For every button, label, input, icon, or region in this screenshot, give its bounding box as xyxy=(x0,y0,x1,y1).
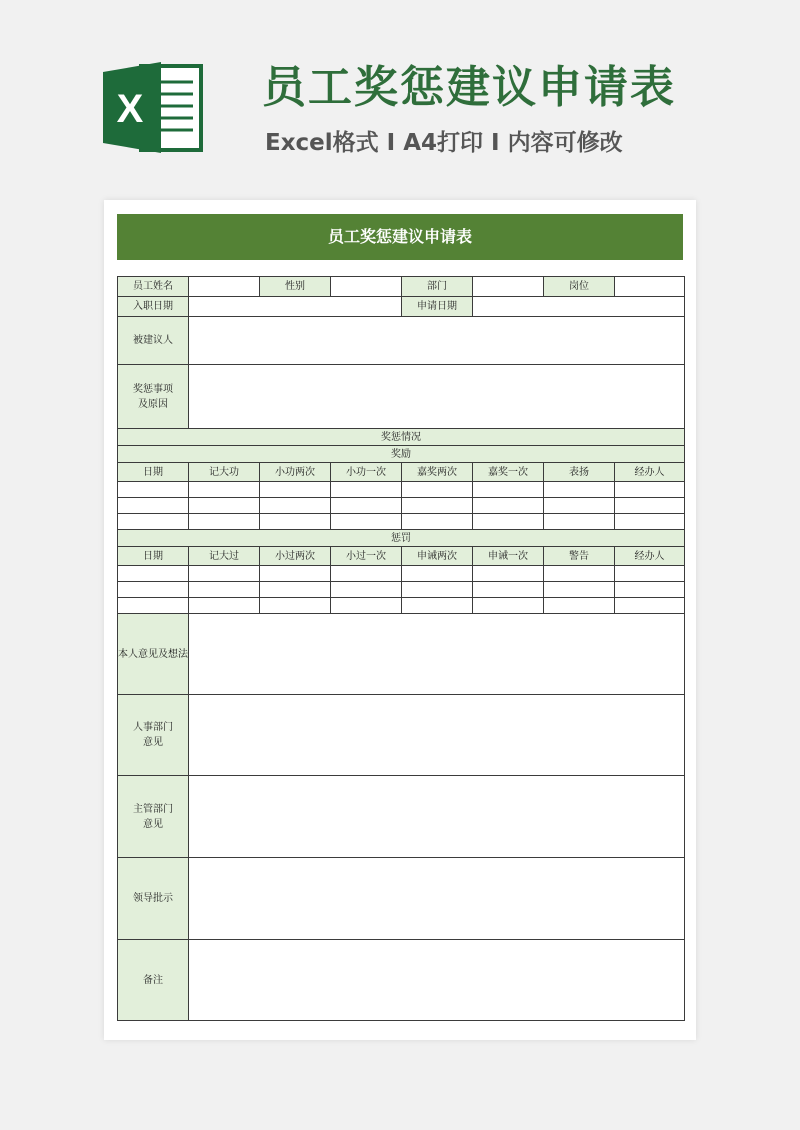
hr-opinion-row xyxy=(118,695,685,776)
reward-cell[interactable] xyxy=(118,498,189,514)
punish-section-row xyxy=(118,530,685,547)
reward-cell[interactable] xyxy=(402,498,473,514)
punish-col-header: 小过一次 xyxy=(331,547,402,566)
punish-cell[interactable] xyxy=(260,598,331,614)
reward-col-header: 经办人 xyxy=(615,463,685,482)
punish-cell[interactable] xyxy=(331,582,402,598)
punish-cell[interactable] xyxy=(615,566,685,582)
self-opinion-label: 本人意见及想法 xyxy=(118,614,189,695)
remarks-label: 备注 xyxy=(118,940,189,1021)
suggested-person-field[interactable] xyxy=(189,317,685,365)
suggested-person-label: 被建议人 xyxy=(118,317,189,365)
matters-label xyxy=(118,365,189,429)
reward-cell[interactable] xyxy=(189,482,260,498)
supervisor-opinion-label-line2: 意见 xyxy=(143,818,163,830)
matters-label-line2: 及原因 xyxy=(138,398,168,410)
hire-date-label: 入职日期 xyxy=(118,297,189,317)
leader-approval-field[interactable] xyxy=(189,858,685,940)
punish-entry-row xyxy=(118,598,685,614)
punish-cell[interactable] xyxy=(615,582,685,598)
punish-cell[interactable] xyxy=(118,582,189,598)
reward-cell[interactable] xyxy=(260,498,331,514)
reward-cell[interactable] xyxy=(615,514,685,530)
supervisor-opinion-label xyxy=(118,776,189,858)
reward-cell[interactable] xyxy=(615,482,685,498)
form-title: 员工奖惩建议申请表 xyxy=(117,214,683,260)
excel-icon xyxy=(103,60,203,155)
page-subtitle: Excel格式 I A4打印 I 内容可修改 xyxy=(265,130,623,156)
reward-col-header: 嘉奖两次 xyxy=(402,463,473,482)
page-title: 员工奖惩建议申请表 xyxy=(262,62,676,113)
punish-col-header: 小过两次 xyxy=(260,547,331,566)
reward-col-header: 日期 xyxy=(118,463,189,482)
punish-col-header: 日期 xyxy=(118,547,189,566)
matters-row xyxy=(118,365,685,429)
punish-cell[interactable] xyxy=(402,598,473,614)
reward-cell[interactable] xyxy=(189,498,260,514)
reward-section-header: 奖励 xyxy=(118,446,685,463)
reward-cell[interactable] xyxy=(118,514,189,530)
supervisor-opinion-field[interactable] xyxy=(189,776,685,858)
status-section-row xyxy=(118,429,685,446)
gender-field[interactable] xyxy=(331,277,402,297)
apply-date-label: 申请日期 xyxy=(402,297,473,317)
punish-header-row xyxy=(118,547,685,566)
reward-col-header: 小功两次 xyxy=(260,463,331,482)
reward-cell[interactable] xyxy=(544,514,615,530)
reward-entry-row xyxy=(118,498,685,514)
punish-cell[interactable] xyxy=(189,566,260,582)
position-label: 岗位 xyxy=(544,277,615,297)
punish-cell[interactable] xyxy=(473,598,544,614)
reward-cell[interactable] xyxy=(331,482,402,498)
reward-cell[interactable] xyxy=(473,482,544,498)
punish-cell[interactable] xyxy=(189,582,260,598)
matters-field[interactable] xyxy=(189,365,685,429)
punish-col-header: 申诫两次 xyxy=(402,547,473,566)
reward-cell[interactable] xyxy=(260,482,331,498)
hr-opinion-field[interactable] xyxy=(189,695,685,776)
excel-icon-letter: X xyxy=(116,87,144,131)
reward-cell[interactable] xyxy=(118,482,189,498)
self-opinion-row xyxy=(118,614,685,695)
punish-cell[interactable] xyxy=(331,598,402,614)
status-section-header: 奖惩情况 xyxy=(118,429,685,446)
reward-section-row xyxy=(118,446,685,463)
punish-entry-row xyxy=(118,566,685,582)
punish-entry-row xyxy=(118,582,685,598)
hr-opinion-label-line2: 意见 xyxy=(143,737,163,748)
punish-cell[interactable] xyxy=(331,566,402,582)
punish-cell[interactable] xyxy=(473,582,544,598)
reward-cell[interactable] xyxy=(260,514,331,530)
reward-cell[interactable] xyxy=(615,498,685,514)
reward-entry-row xyxy=(118,482,685,498)
template-banner xyxy=(0,0,800,195)
remarks-row xyxy=(118,940,685,1021)
punish-cell[interactable] xyxy=(544,582,615,598)
reward-cell[interactable] xyxy=(331,514,402,530)
reward-entry-row xyxy=(118,514,685,530)
punish-cell[interactable] xyxy=(402,566,473,582)
department-field[interactable] xyxy=(473,277,544,297)
hr-opinion-label xyxy=(118,695,189,776)
remarks-field[interactable] xyxy=(189,940,685,1021)
punish-cell[interactable] xyxy=(118,598,189,614)
reward-header-row xyxy=(118,463,685,482)
department-label: 部门 xyxy=(402,277,473,297)
date-row xyxy=(118,297,685,317)
reward-col-header: 表扬 xyxy=(544,463,615,482)
reward-cell[interactable] xyxy=(473,514,544,530)
punish-col-header: 经办人 xyxy=(615,547,685,566)
reward-cell[interactable] xyxy=(402,514,473,530)
reward-cell[interactable] xyxy=(544,482,615,498)
punish-cell[interactable] xyxy=(615,598,685,614)
matters-label-line1: 奖惩事项 xyxy=(133,383,173,395)
reward-col-header: 小功一次 xyxy=(331,463,402,482)
reward-col-header: 嘉奖一次 xyxy=(473,463,544,482)
punish-col-header: 申诫一次 xyxy=(473,547,544,566)
hr-opinion-label-line1: 人事部门 xyxy=(133,722,173,733)
punish-cell[interactable] xyxy=(473,566,544,582)
self-opinion-field[interactable] xyxy=(189,614,685,695)
punish-cell[interactable] xyxy=(260,566,331,582)
punish-cell[interactable] xyxy=(402,582,473,598)
punish-cell[interactable] xyxy=(544,566,615,582)
suggested-person-row xyxy=(118,317,685,365)
gender-label: 性别 xyxy=(260,277,331,297)
punish-section-header: 惩罚 xyxy=(118,530,685,547)
application-form xyxy=(117,276,685,1021)
reward-cell[interactable] xyxy=(331,498,402,514)
reward-cell[interactable] xyxy=(473,498,544,514)
punish-cell[interactable] xyxy=(544,598,615,614)
reward-col-header: 记大功 xyxy=(189,463,260,482)
position-field[interactable] xyxy=(615,277,685,297)
supervisor-opinion-row xyxy=(118,776,685,858)
punish-col-header: 记大过 xyxy=(189,547,260,566)
hire-date-field[interactable] xyxy=(189,297,402,317)
leader-approval-row xyxy=(118,858,685,940)
punish-cell[interactable] xyxy=(118,566,189,582)
punish-col-header: 警告 xyxy=(544,547,615,566)
leader-approval-label: 领导批示 xyxy=(118,858,189,940)
apply-date-field[interactable] xyxy=(473,297,685,317)
reward-cell[interactable] xyxy=(402,482,473,498)
supervisor-opinion-label-line1: 主管部门 xyxy=(133,803,173,815)
employee-name-label: 员工姓名 xyxy=(118,277,189,297)
basic-info-row xyxy=(118,277,685,297)
reward-cell[interactable] xyxy=(544,498,615,514)
punish-cell[interactable] xyxy=(260,582,331,598)
employee-name-field[interactable] xyxy=(189,277,260,297)
punish-cell[interactable] xyxy=(189,598,260,614)
reward-cell[interactable] xyxy=(189,514,260,530)
